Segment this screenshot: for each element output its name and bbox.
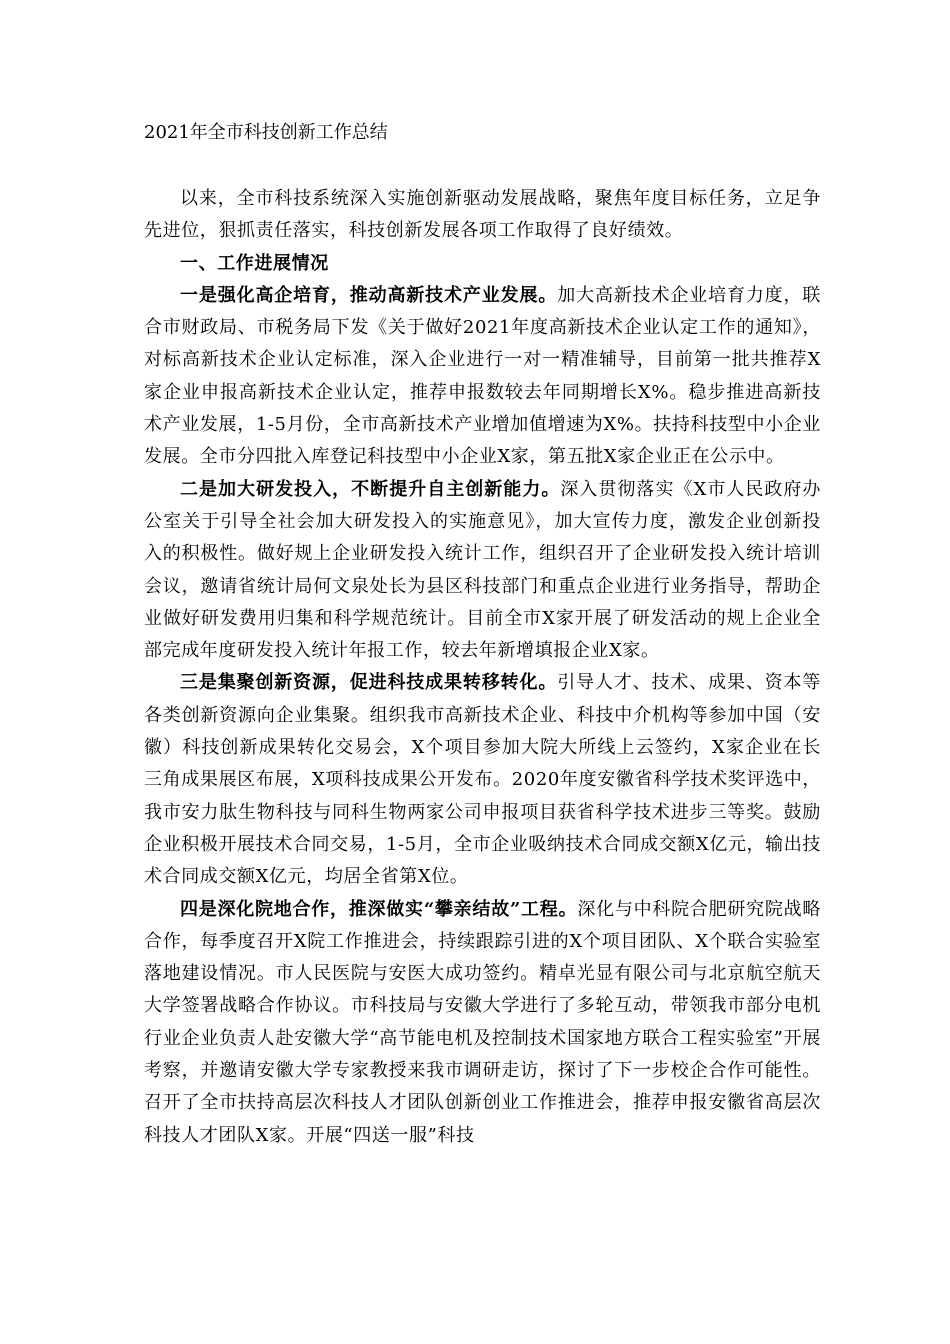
work-item-1-text: 加大高新技术企业培育力度，联合市财政局、市税务局下发《关于做好2021年度高新技术企业认定工作的通知》，对标高新技术企业认定标准，深入企业进行一对一精准辅导，目前第一批共推荐X家企业申报高新技术企业认定，推荐申报数较去年同期增长X%。稳步推进高新技术产业发展，1-5月份，全市高新技术产业增加值增速为X%。扶持科技型中小企业发展。全市分四批入库登记科技型中小企业X家，第五批X家企业正在公示中。 [144, 284, 822, 468]
work-item-2 [144, 474, 821, 668]
work-item-2-text: 深入贯彻落实《X市人民政府办公室关于引导全社会加大研发投入的实施意见》，加大宣传力度，激发企业创新投入的积极性。做好规上企业研发投入统计工作，组织召开了企业研发投入统计培训会议，邀请省统计局何文泉处长为县区科技部门和重点企业进行业务指导，帮助企业做好研发费用归集和科学规范统计。目前全市X家开展了研发活动的规上企业全部完成年度研发投入统计年报工作，较去年新增填报企业X家。 [144, 478, 822, 662]
work-item-1 [144, 280, 821, 474]
work-item-1-lead: 一是强化高企培育，推动高新技术产业发展。 [180, 284, 558, 306]
work-item-4-lead: 四是深化院地合作，推深做实“攀亲结故”工程。 [180, 898, 578, 920]
work-item-3-lead: 三是集聚创新资源，促进科技成果转移转化。 [180, 672, 558, 694]
document-body [144, 183, 821, 1152]
work-item-3 [144, 667, 821, 893]
work-item-2-lead: 二是加大研发投入，不断提升自主创新能力。 [180, 478, 561, 500]
work-item-4 [144, 894, 821, 1152]
document-title: 2021年全市科技创新工作总结 [144, 122, 388, 143]
work-item-3-text: 引导人才、技术、成果、资本等各类创新资源向企业集聚。组织我市高新技术企业、科技中介机构等参加中国（安徽）科技创新成果转化交易会，X个项目参加大院大所线上云签约，X家企业在长三角成果展区布展，X项科技成果公开发布。2020年度安徽省科学技术奖评选中，我市安力肽生物科技与同科生物两家公司申报项目获省科学技术进步三等奖。鼓励企业积极开展技术合同交易，1-5月，全市企业吸纳技术合同成交额X亿元，输出技术合同成交额X亿元，均居全省第X位。 [144, 672, 822, 888]
work-item-4-text: 深化与中科院合肥研究院战略合作，每季度召开X院工作推进会，持续跟踪引进的X个项目团队、X个联合实验室落地建设情况。市人民医院与安医大成功签约。精卓光显有限公司与北京航空航天大学签署战略合作协议。市科技局与安徽大学进行了多轮互动，带领我市部分电机行业企业负责人赴安徽大学“高节能电机及控制技术国家地方联合工程实验室”开展考察，并邀请安徽大学专家教授来我市调研走访，探讨了下一步校企合作可能性。召开了全市扶持高层次科技人才团队创新创业工作推进会，推荐申报安徽省高层次科技人才团队X家。开展“四送一服”科技 [144, 898, 821, 1146]
section-heading: 一、工作进展情况 [180, 252, 329, 274]
intro-paragraph: 以来，全市科技系统深入实施创新驱动发展战略，聚焦年度目标任务，立足争先进位，狠抓责任落实，科技创新发展各项工作取得了良好绩效。 [144, 188, 821, 242]
